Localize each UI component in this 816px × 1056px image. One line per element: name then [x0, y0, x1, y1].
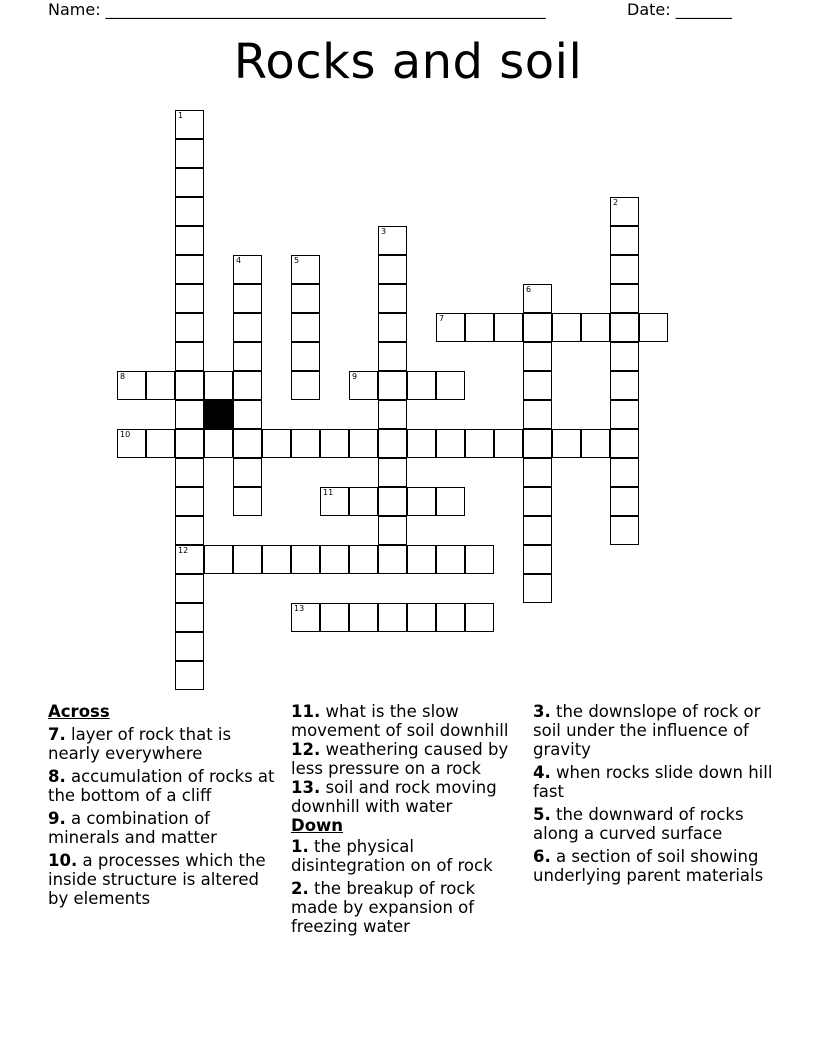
grid-cell[interactable] [378, 487, 407, 516]
grid-cell[interactable] [610, 197, 639, 226]
clue-across-7: 7. layer of rock that is nearly everywhere [48, 725, 232, 763]
grid-cell[interactable] [233, 313, 262, 342]
grid-cell[interactable] [436, 603, 465, 632]
clue-number: 11 [323, 488, 334, 497]
grid-cell[interactable] [233, 400, 262, 429]
grid-cell[interactable] [378, 371, 407, 400]
grid-cell[interactable] [465, 313, 494, 342]
clue-number: 1 [178, 111, 184, 120]
grid-cell[interactable] [146, 371, 175, 400]
grid-cell[interactable] [262, 545, 291, 574]
clue-number: 6 [526, 285, 532, 294]
grid-cell[interactable] [320, 429, 349, 458]
grid-cell[interactable] [175, 342, 204, 371]
clues-column-3 [533, 702, 773, 889]
grid-cell[interactable] [262, 429, 291, 458]
grid-cell[interactable] [610, 429, 639, 458]
grid-cell[interactable] [175, 110, 204, 139]
clue-down-6: 6. a section of soil showing underlying parent materials [533, 847, 764, 885]
clue-number: 9 [352, 372, 358, 381]
grid-cell[interactable] [175, 197, 204, 226]
grid-cell[interactable] [378, 516, 407, 545]
clue-number: 8 [120, 372, 126, 381]
grid-cell[interactable] [610, 284, 639, 313]
clue-down-4: 4. when rocks slide down hill fast [533, 763, 773, 801]
grid-cell[interactable] [378, 313, 407, 342]
grid-cell[interactable] [233, 342, 262, 371]
grid-cell[interactable] [233, 487, 262, 516]
grid-cell[interactable] [523, 574, 552, 603]
grid-cell[interactable] [349, 429, 378, 458]
page-title: Rocks and soil [233, 34, 583, 90]
clue-number: 10 [120, 430, 131, 439]
grid-cell[interactable] [378, 429, 407, 458]
grid-cell[interactable] [407, 603, 436, 632]
grid-cell[interactable] [610, 342, 639, 371]
grid-cell[interactable] [639, 313, 668, 342]
grid-cell[interactable] [523, 400, 552, 429]
grid-cell[interactable] [610, 458, 639, 487]
grid-cell[interactable] [378, 342, 407, 371]
grid-cell[interactable] [378, 400, 407, 429]
grid-cell[interactable] [233, 371, 262, 400]
grid-cell[interactable] [291, 255, 320, 284]
grid-cell[interactable] [175, 545, 204, 574]
across-heading: Across [48, 702, 110, 721]
clue-number: 7 [439, 314, 445, 323]
clue-number: 4 [236, 256, 242, 265]
clue-across-12: 12. weathering caused by less pressure on a rock [291, 740, 509, 778]
grid-cell[interactable] [523, 458, 552, 487]
date-field: Date: _______ [627, 0, 732, 19]
grid-cell[interactable] [175, 603, 204, 632]
grid-cell[interactable] [175, 139, 204, 168]
grid-cell[interactable] [175, 574, 204, 603]
grid-cell[interactable] [581, 429, 610, 458]
grid-cell[interactable] [378, 603, 407, 632]
clue-number: 12 [178, 546, 189, 555]
grid-cell[interactable] [436, 545, 465, 574]
clues-column-2 [291, 702, 527, 940]
grid-cell[interactable] [204, 429, 233, 458]
grid-cell[interactable] [146, 429, 175, 458]
grid-cell[interactable] [175, 255, 204, 284]
grid-cell[interactable] [523, 545, 552, 574]
grid-cell[interactable] [610, 371, 639, 400]
grid-cell[interactable] [378, 255, 407, 284]
grid-cell[interactable] [291, 371, 320, 400]
clues-column-1 [48, 702, 278, 912]
clue-across-11: 11. what is the slow movement of soil downhill [291, 702, 509, 740]
grid-cell[interactable] [175, 313, 204, 342]
grid-cell[interactable] [175, 226, 204, 255]
grid-cell[interactable] [407, 545, 436, 574]
grid-cell[interactable] [233, 255, 262, 284]
grid-cell[interactable] [523, 284, 552, 313]
grid-cell[interactable] [523, 487, 552, 516]
clue-down-5: 5. the downward of rocks along a curved surface [533, 805, 744, 843]
grid-cell[interactable] [175, 400, 204, 429]
grid-cell[interactable] [378, 284, 407, 313]
grid-cell[interactable] [610, 226, 639, 255]
grid-cell[interactable] [117, 429, 146, 458]
black-cell [204, 400, 233, 429]
grid-cell[interactable] [436, 371, 465, 400]
grid-cell[interactable] [233, 458, 262, 487]
grid-cell[interactable] [494, 429, 523, 458]
grid-cell[interactable] [581, 313, 610, 342]
grid-cell[interactable] [320, 487, 349, 516]
grid-cell[interactable] [117, 371, 146, 400]
grid-cell[interactable] [175, 516, 204, 545]
grid-cell[interactable] [610, 400, 639, 429]
grid-cell[interactable] [407, 487, 436, 516]
grid-cell[interactable] [204, 371, 233, 400]
grid-cell[interactable] [291, 545, 320, 574]
grid-cell[interactable] [436, 487, 465, 516]
clue-number: 2 [613, 198, 619, 207]
grid-cell[interactable] [552, 429, 581, 458]
grid-cell[interactable] [407, 371, 436, 400]
grid-cell[interactable] [523, 342, 552, 371]
grid-cell[interactable] [233, 545, 262, 574]
grid-cell[interactable] [523, 313, 552, 342]
grid-cell[interactable] [204, 545, 233, 574]
name-field: Name: _______________________________________________________ [48, 0, 546, 19]
grid-cell[interactable] [175, 632, 204, 661]
grid-cell[interactable] [436, 429, 465, 458]
grid-cell[interactable] [291, 342, 320, 371]
grid-cell[interactable] [494, 313, 523, 342]
clue-across-13: 13. soil and rock moving downhill with water [291, 778, 497, 816]
grid-cell[interactable] [465, 603, 494, 632]
clue-number: 3 [381, 227, 387, 236]
grid-cell[interactable] [175, 429, 204, 458]
grid-cell[interactable] [610, 487, 639, 516]
grid-cell[interactable] [291, 313, 320, 342]
grid-cell[interactable] [523, 516, 552, 545]
grid-cell[interactable] [610, 255, 639, 284]
grid-cell[interactable] [378, 458, 407, 487]
grid-cell[interactable] [610, 313, 639, 342]
grid-cell[interactable] [175, 458, 204, 487]
grid-cell[interactable] [349, 487, 378, 516]
grid-cell[interactable] [291, 603, 320, 632]
clue-down-1: 1. the physical disintegration on of rock [291, 837, 493, 875]
grid-cell[interactable] [320, 545, 349, 574]
grid-cell[interactable] [175, 661, 204, 690]
grid-cell[interactable] [465, 545, 494, 574]
down-heading: Down [291, 816, 344, 835]
clue-across-8: 8. accumulation of rocks at the bottom of a cliff [48, 767, 275, 805]
grid-cell[interactable] [349, 603, 378, 632]
grid-cell[interactable] [378, 226, 407, 255]
grid-cell[interactable] [175, 371, 204, 400]
grid-cell[interactable] [175, 284, 204, 313]
grid-cell[interactable] [291, 429, 320, 458]
grid-cell[interactable] [233, 284, 262, 313]
grid-cell[interactable] [523, 371, 552, 400]
grid-cell[interactable] [523, 429, 552, 458]
grid-cell[interactable] [175, 168, 204, 197]
clue-across-9: 9. a combination of minerals and matter [48, 809, 217, 847]
grid-cell[interactable] [407, 429, 436, 458]
grid-cell[interactable] [291, 284, 320, 313]
grid-cell[interactable] [465, 429, 494, 458]
clue-number: 13 [294, 604, 305, 613]
grid-cell[interactable] [610, 516, 639, 545]
grid-cell[interactable] [349, 371, 378, 400]
grid-cell[interactable] [320, 603, 349, 632]
grid-cell[interactable] [378, 545, 407, 574]
grid-cell[interactable] [233, 429, 262, 458]
grid-cell[interactable] [175, 487, 204, 516]
grid-cell[interactable] [552, 313, 581, 342]
clue-down-3: 3. the downslope of rock or soil under the influence of gravity [533, 702, 761, 759]
clue-number: 5 [294, 256, 300, 265]
clue-across-10: 10. a processes which the inside structure is altered by elements [48, 851, 266, 908]
grid-cell[interactable] [436, 313, 465, 342]
clue-down-2: 2. the breakup of rock made by expansion of freezing water [291, 879, 475, 936]
grid-cell[interactable] [349, 545, 378, 574]
